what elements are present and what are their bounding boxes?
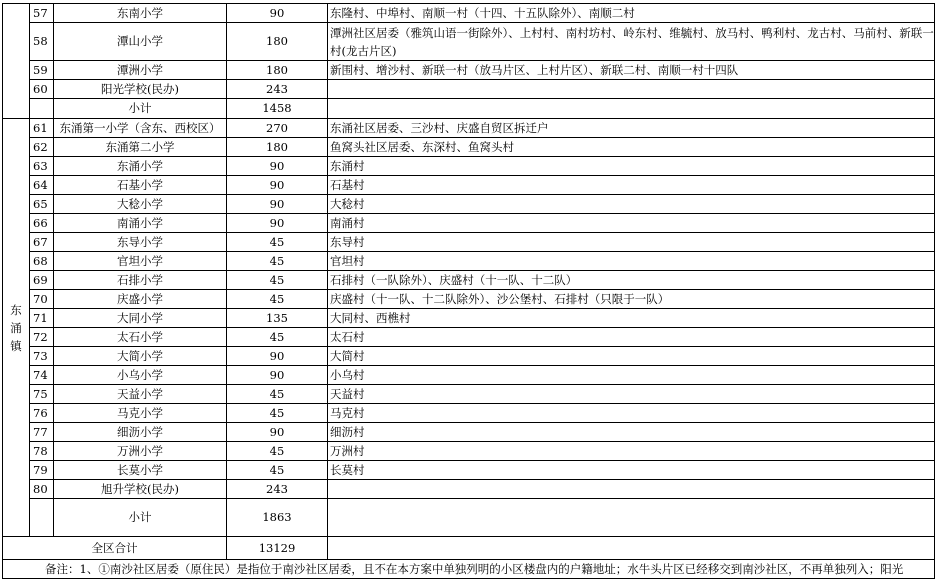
table-row: [3, 271, 935, 290]
row-number-cell: 76: [30, 404, 54, 423]
catchment-area-cell: 新围村、增沙村、新联一村（放马片区、上村片区）、新联二村、南顺一村十四队: [328, 61, 935, 80]
row-number-cell: 77: [30, 423, 54, 442]
enrollment-count-cell: 45: [227, 233, 328, 252]
table-row: [3, 119, 935, 138]
row-number-cell: 71: [30, 309, 54, 328]
blank-cell: [328, 537, 935, 560]
school-name-cell: 石排小学: [54, 271, 227, 290]
enrollment-count-cell: 270: [227, 119, 328, 138]
subtotal-row: [3, 499, 935, 537]
enrollment-count-cell: 180: [227, 138, 328, 157]
table-row: [3, 290, 935, 309]
enrollment-count-cell: 90: [227, 423, 328, 442]
table-row: [3, 61, 935, 80]
row-number-cell: 65: [30, 195, 54, 214]
enrollment-count-cell: 90: [227, 176, 328, 195]
row-number-cell: 58: [30, 23, 54, 61]
table-row: [3, 4, 935, 23]
blank-cell: [30, 499, 54, 537]
enrollment-count-cell: 180: [227, 23, 328, 61]
enrollment-count-cell: 45: [227, 461, 328, 480]
row-number-cell: 70: [30, 290, 54, 309]
enrollment-count-cell: 45: [227, 271, 328, 290]
school-name-cell: 潭洲小学: [54, 61, 227, 80]
catchment-area-cell: 万洲村: [328, 442, 935, 461]
school-name-cell: 马克小学: [54, 404, 227, 423]
school-name-cell: 阳光学校(民办): [54, 80, 227, 99]
table-row: [3, 252, 935, 271]
table-row: [3, 195, 935, 214]
enrollment-count-cell: 90: [227, 214, 328, 233]
catchment-area-cell: 东涌村: [328, 157, 935, 176]
school-name-cell: 官坦小学: [54, 252, 227, 271]
school-name-cell: 太石小学: [54, 328, 227, 347]
school-name-cell: 潭山小学: [54, 23, 227, 61]
table-row: [3, 480, 935, 499]
enrollment-count-cell: 243: [227, 480, 328, 499]
row-number-cell: 64: [30, 176, 54, 195]
row-number-cell: 60: [30, 80, 54, 99]
note-row: [3, 560, 935, 579]
catchment-area-cell: 大稔村: [328, 195, 935, 214]
row-number-cell: 68: [30, 252, 54, 271]
school-name-cell: 东涌第一小学（含东、西校区）: [54, 119, 227, 138]
subtotal-row: [3, 99, 935, 119]
catchment-area-cell: [328, 80, 935, 99]
row-number-cell: 61: [30, 119, 54, 138]
enrollment-count-cell: 135: [227, 309, 328, 328]
table-row: [3, 461, 935, 480]
catchment-area-cell: 东隆村、中埠村、南顺一村（十四、十五队除外）、南顺二村: [328, 4, 935, 23]
school-name-cell: 旭升学校(民办): [54, 480, 227, 499]
enrollment-count-cell: 90: [227, 195, 328, 214]
catchment-area-cell: [328, 480, 935, 499]
row-number-cell: 69: [30, 271, 54, 290]
school-name-cell: 南涌小学: [54, 214, 227, 233]
subtotal-count: 1458: [227, 99, 328, 119]
table-row: [3, 366, 935, 385]
remarks-text: 备注：1、①南沙社区居委（原住民）是指位于南沙社区居委，且不在本方案中单独列明的小区楼盘内的户籍地址；水牛头片区已经移交到南沙社区，不再单独列入；阳光: [3, 560, 935, 579]
table-row: [3, 309, 935, 328]
catchment-area-cell: 东导村: [328, 233, 935, 252]
table-row: [3, 23, 935, 61]
table-row: [3, 214, 935, 233]
catchment-area-cell: 东涌社区居委、三沙村、庆盛自贸区拆迁户: [328, 119, 935, 138]
table-row: [3, 176, 935, 195]
town-cell: [3, 4, 30, 119]
row-number-cell: 72: [30, 328, 54, 347]
school-name-cell: 东涌第二小学: [54, 138, 227, 157]
enrollment-count-cell: 45: [227, 404, 328, 423]
school-name-cell: 天益小学: [54, 385, 227, 404]
enrollment-count-cell: 180: [227, 61, 328, 80]
row-number-cell: 67: [30, 233, 54, 252]
enrollment-count-cell: 45: [227, 290, 328, 309]
town-name-cell: [3, 119, 30, 537]
enrollment-count-cell: 90: [227, 157, 328, 176]
school-name-cell: 小乌小学: [54, 366, 227, 385]
subtotal-label: 小计: [54, 99, 227, 119]
subtotal-label: 小计: [54, 499, 227, 537]
school-name-cell: 细沥小学: [54, 423, 227, 442]
row-number-cell: 66: [30, 214, 54, 233]
enrollment-count-cell: 45: [227, 385, 328, 404]
table-row: [3, 442, 935, 461]
row-number-cell: 62: [30, 138, 54, 157]
table-row: [3, 328, 935, 347]
catchment-area-cell: 潭洲社区居委（雅筑山语一街除外）、上村村、南村坊村、岭东村、维毓村、放马村、鸭利村、龙古村、马前村、新联一村(龙古片区): [328, 23, 935, 61]
school-name-cell: 东南小学: [54, 4, 227, 23]
catchment-area-cell: 官坦村: [328, 252, 935, 271]
table-row: [3, 80, 935, 99]
table-row: [3, 347, 935, 366]
catchment-area-cell: 太石村: [328, 328, 935, 347]
catchment-area-cell: 马克村: [328, 404, 935, 423]
row-number-cell: 57: [30, 4, 54, 23]
school-name-cell: 石基小学: [54, 176, 227, 195]
school-name-cell: 东导小学: [54, 233, 227, 252]
table-row: [3, 404, 935, 423]
enrollment-count-cell: 243: [227, 80, 328, 99]
table-body: [3, 4, 935, 579]
catchment-area-cell: 小乌村: [328, 366, 935, 385]
school-name-cell: 万洲小学: [54, 442, 227, 461]
school-name-cell: 东涌小学: [54, 157, 227, 176]
school-name-cell: 大简小学: [54, 347, 227, 366]
catchment-area-cell: 石基村: [328, 176, 935, 195]
catchment-area-cell: 南涌村: [328, 214, 935, 233]
table-row: [3, 423, 935, 442]
blank-cell: [328, 499, 935, 537]
row-number-cell: 78: [30, 442, 54, 461]
school-name-cell: 庆盛小学: [54, 290, 227, 309]
row-number-cell: 75: [30, 385, 54, 404]
enrollment-count-cell: 45: [227, 328, 328, 347]
enrollment-count-cell: 45: [227, 442, 328, 461]
table-row: [3, 233, 935, 252]
blank-cell: [328, 99, 935, 119]
catchment-area-cell: 大简村: [328, 347, 935, 366]
catchment-area-cell: 天益村: [328, 385, 935, 404]
table-row: [3, 157, 935, 176]
row-number-cell: 79: [30, 461, 54, 480]
enrollment-count-cell: 45: [227, 252, 328, 271]
enrollment-count-cell: 90: [227, 347, 328, 366]
enrollment-count-cell: 90: [227, 4, 328, 23]
row-number-cell: 80: [30, 480, 54, 499]
catchment-area-cell: 石排村（一队除外）、庆盛村（十一队、十二队）: [328, 271, 935, 290]
school-name-cell: 长莫小学: [54, 461, 227, 480]
enrollment-count-cell: 90: [227, 366, 328, 385]
school-name-cell: 大同小学: [54, 309, 227, 328]
blank-cell: [30, 99, 54, 119]
catchment-area-cell: 细沥村: [328, 423, 935, 442]
table-row: [3, 138, 935, 157]
catchment-area-cell: 鱼窝头社区居委、东深村、鱼窝头村: [328, 138, 935, 157]
catchment-area-cell: 庆盛村（十一队、十二队除外）、沙公堡村、石排村（只限于一队）: [328, 290, 935, 309]
grand-total-count: 13129: [227, 537, 328, 560]
school-name-cell: 大稔小学: [54, 195, 227, 214]
row-number-cell: 59: [30, 61, 54, 80]
row-number-cell: 74: [30, 366, 54, 385]
grand-total-row: [3, 537, 935, 560]
grand-total-label: 全区合计: [3, 537, 227, 560]
subtotal-count: 1863: [227, 499, 328, 537]
town-name: 东涌镇: [10, 302, 22, 353]
catchment-area-cell: 大同村、西樵村: [328, 309, 935, 328]
catchment-area-cell: 长莫村: [328, 461, 935, 480]
table-row: [3, 385, 935, 404]
row-number-cell: 73: [30, 347, 54, 366]
enrollment-table: [2, 3, 935, 579]
row-number-cell: 63: [30, 157, 54, 176]
